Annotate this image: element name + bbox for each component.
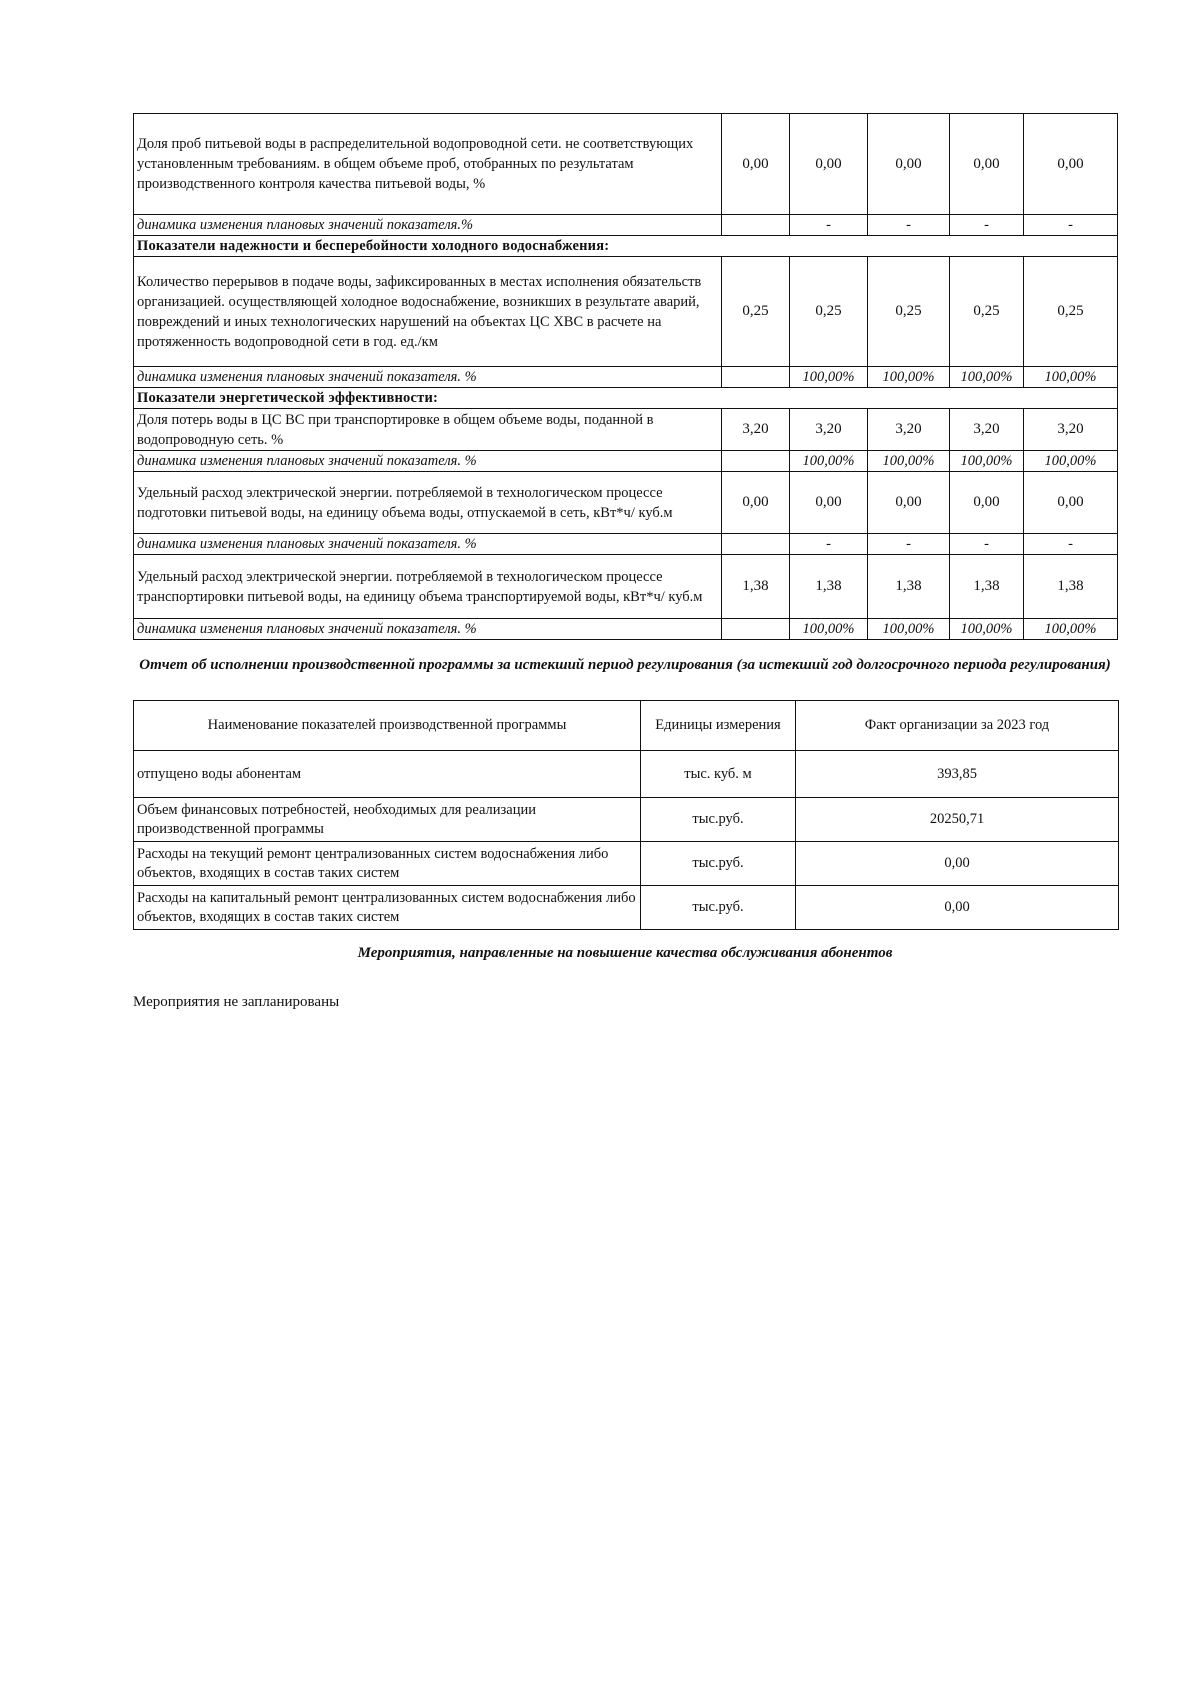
dynamics-value: - bbox=[1024, 215, 1118, 236]
dynamics-value: - bbox=[950, 215, 1024, 236]
dynamics-value: - bbox=[950, 534, 1024, 555]
section-header: Показатели энергетической эффективности: bbox=[134, 388, 1118, 409]
table-row bbox=[134, 842, 1119, 886]
dynamics-value bbox=[722, 534, 790, 555]
report-table bbox=[133, 700, 1119, 930]
dynamics-label: динамика изменения плановых значений показателя.% bbox=[134, 215, 722, 236]
column-header: Наименование показателей производственной программы bbox=[134, 701, 641, 751]
dynamics-value: 100,00% bbox=[950, 367, 1024, 388]
report-indicator-name: Расходы на текущий ремонт централизованных систем водоснабжения либо объектов, входящих в состав таких систем bbox=[134, 842, 641, 886]
indicator-value: 1,38 bbox=[790, 555, 868, 619]
indicator-value: 0,00 bbox=[722, 114, 790, 215]
column-header: Единицы измерения bbox=[641, 701, 796, 751]
table-row bbox=[134, 751, 1119, 798]
dynamics-label: динамика изменения плановых значений показателя. % bbox=[134, 619, 722, 640]
table-row bbox=[134, 257, 1118, 367]
indicator-value: 3,20 bbox=[1024, 409, 1118, 451]
dynamics-label: динамика изменения плановых значений показателя. % bbox=[134, 534, 722, 555]
table-row bbox=[134, 114, 1118, 215]
dynamics-value: 100,00% bbox=[950, 619, 1024, 640]
indicator-value: 0,00 bbox=[790, 114, 868, 215]
indicator-value: 0,00 bbox=[790, 472, 868, 534]
dynamics-label: динамика изменения плановых значений показателя. % bbox=[134, 367, 722, 388]
section-header-row bbox=[134, 388, 1118, 409]
table-row bbox=[134, 367, 1118, 388]
indicator-value: 3,20 bbox=[950, 409, 1024, 451]
indicator-value: 0,00 bbox=[1024, 114, 1118, 215]
measures-title: Мероприятия, направленные на повышение качества обслуживания абонентов bbox=[357, 945, 893, 961]
dynamics-value: 100,00% bbox=[950, 451, 1024, 472]
dynamics-value: - bbox=[790, 534, 868, 555]
indicator-value: 0,25 bbox=[722, 257, 790, 367]
dynamics-value: 100,00% bbox=[790, 367, 868, 388]
indicator-value: 3,20 bbox=[790, 409, 868, 451]
dynamics-value: 100,00% bbox=[790, 451, 868, 472]
dynamics-value: 100,00% bbox=[1024, 451, 1118, 472]
indicator-value: 0,00 bbox=[868, 472, 950, 534]
dynamics-value: - bbox=[1024, 534, 1118, 555]
indicator-value: 0,00 bbox=[1024, 472, 1118, 534]
table-row bbox=[134, 886, 1119, 930]
indicator-value: 3,20 bbox=[868, 409, 950, 451]
table-row bbox=[134, 555, 1118, 619]
report-title: Отчет об исполнении производственной программы за истекший период регулирования (за истекший год долгосрочного периода регулирования) bbox=[139, 657, 1111, 673]
table-row bbox=[134, 409, 1118, 451]
indicator-value: 0,00 bbox=[950, 114, 1024, 215]
indicator-value: 0,25 bbox=[868, 257, 950, 367]
dynamics-label: динамика изменения плановых значений показателя. % bbox=[134, 451, 722, 472]
table-row bbox=[134, 798, 1119, 842]
indicator-value: 1,38 bbox=[868, 555, 950, 619]
indicator-value: 1,38 bbox=[722, 555, 790, 619]
report-unit: тыс. куб. м bbox=[641, 751, 796, 798]
indicator-value: 0,00 bbox=[722, 472, 790, 534]
report-fact: 20250,71 bbox=[796, 798, 1119, 842]
indicator-label: Доля проб питьевой воды в распределительной водопроводной сети. не соответствующих установленным требованиям. в общем объеме проб, отобранных по результатам производственного контроля качества питьевой воды, % bbox=[134, 114, 722, 215]
table-row bbox=[134, 215, 1118, 236]
indicators-table bbox=[133, 113, 1118, 640]
report-unit: тыс.руб. bbox=[641, 798, 796, 842]
table-row bbox=[134, 472, 1118, 534]
report-indicator-name: Объем финансовых потребностей, необходимых для реализации производственной программы bbox=[134, 798, 641, 842]
indicator-label: Количество перерывов в подаче воды, зафиксированных в местах исполнения обязательств организацией. осуществляющей холодное водоснабжение, возникших в результате аварий, повреждений и иных технологических нарушений на объектах ЦС ХВС в расчете на протяженность водопроводной сети в год. ед./км bbox=[134, 257, 722, 367]
indicator-value: 0,00 bbox=[868, 114, 950, 215]
dynamics-value bbox=[722, 451, 790, 472]
dynamics-value bbox=[722, 215, 790, 236]
indicator-value: 1,38 bbox=[1024, 555, 1118, 619]
dynamics-value bbox=[722, 619, 790, 640]
indicator-value: 0,25 bbox=[790, 257, 868, 367]
indicator-value: 3,20 bbox=[722, 409, 790, 451]
measures-text: Мероприятия не запланированы bbox=[133, 994, 340, 1010]
dynamics-value: 100,00% bbox=[1024, 367, 1118, 388]
indicator-label: Доля потерь воды в ЦС ВС при транспортировке в общем объеме воды, поданной в водопроводную сеть. % bbox=[134, 409, 722, 451]
indicator-value: 0,25 bbox=[1024, 257, 1118, 367]
dynamics-value: 100,00% bbox=[790, 619, 868, 640]
indicator-label: Удельный расход электрической энергии. потребляемой в технологическом процессе подготовки питьевой воды, на единицу объема воды, отпускаемой в сеть, кВт*ч/ куб.м bbox=[134, 472, 722, 534]
dynamics-value: - bbox=[790, 215, 868, 236]
indicator-value: 0,00 bbox=[950, 472, 1024, 534]
indicator-label: Удельный расход электрической энергии. потребляемой в технологическом процессе транспортировки питьевой воды, на единицу объема транспортируемой воды, кВт*ч/ куб.м bbox=[134, 555, 722, 619]
indicator-value: 0,25 bbox=[950, 257, 1024, 367]
dynamics-value bbox=[722, 367, 790, 388]
report-fact: 393,85 bbox=[796, 751, 1119, 798]
table-row bbox=[134, 619, 1118, 640]
section-header-row bbox=[134, 236, 1118, 257]
report-indicator-name: Расходы на капитальный ремонт централизованных систем водоснабжения либо объектов, входящих в состав таких систем bbox=[134, 886, 641, 930]
report-fact: 0,00 bbox=[796, 842, 1119, 886]
report-unit: тыс.руб. bbox=[641, 886, 796, 930]
dynamics-value: 100,00% bbox=[868, 451, 950, 472]
column-header: Факт организации за 2023 год bbox=[796, 701, 1119, 751]
dynamics-value: 100,00% bbox=[868, 619, 950, 640]
table-row bbox=[134, 534, 1118, 555]
indicator-value: 1,38 bbox=[950, 555, 1024, 619]
report-fact: 0,00 bbox=[796, 886, 1119, 930]
dynamics-value: - bbox=[868, 215, 950, 236]
dynamics-value: - bbox=[868, 534, 950, 555]
report-unit: тыс.руб. bbox=[641, 842, 796, 886]
dynamics-value: 100,00% bbox=[1024, 619, 1118, 640]
table-row bbox=[134, 451, 1118, 472]
section-header: Показатели надежности и бесперебойности холодного водоснабжения: bbox=[134, 236, 1118, 257]
table-header-row bbox=[134, 701, 1119, 751]
dynamics-value: 100,00% bbox=[868, 367, 950, 388]
report-indicator-name: отпущено воды абонентам bbox=[134, 751, 641, 798]
